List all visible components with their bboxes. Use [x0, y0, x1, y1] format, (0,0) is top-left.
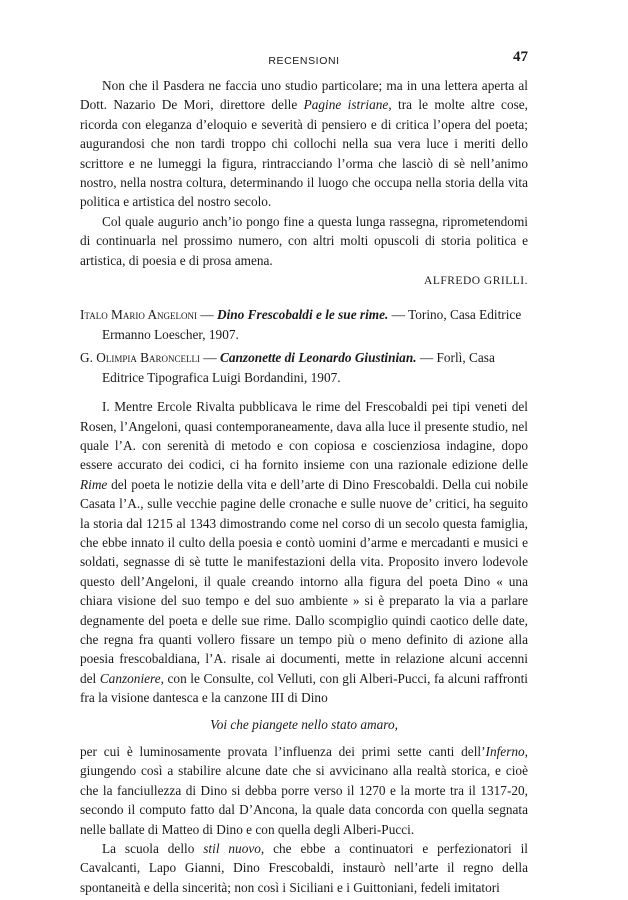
page-number: 47 — [513, 49, 528, 65]
page-header — [80, 48, 528, 70]
review2-paragraph-1: I. Mentre Ercole Rivalta pubblicava le rime del Frescobaldi pei tipi veneti del Rosen, l’Angeloni, quasi contemporaneamente, dava alla luce il presente studio, nel quale l’A. con serenità di metodo e con copiosa e coscienziosa indagine, dopo essere accurato dei codici, ci ha fornito insieme con una razionale edizione delle Rime del poeta le notizie della vita e dell’arte di Dino Frescobaldi. Della cui nobile Casata l’A., sulle vecchie pagine delle cronache e sulle nuove de’ critici, ha seguito la storia dal 1215 al 1343 dimostrando come nel corso di un secolo questa famiglia, che ebbe innato il culto della poesia e contò uomini d’arme e mercadanti e musici e soldati, segnasse di sè tutte le manifestazioni della vita. Proposito invero lodevole questo dell’Angeloni, il quale creando intorno alla figura del poeta Dino « una chiara visione del suo tempo e del suo ambiente » si è preparato la via a parlare degnamente del poeta e delle sue rime. Dallo scompiglio quindi caotico delle date, che regna fra quanti vollero fissare un tempo più o meno definito di azione alla poesia frescobaldiana, l’A. risale ai documenti, mette in relazione alcuni accenni del Canzoniere, con le Consulte, col Velluti, con gli Alberi-Pucci, fa alcuni raffronti fra la visione dantesca e la canzone III di Dino — [80, 399, 528, 706]
review1-signature: ALFREDO GRILLI. — [424, 275, 528, 288]
bibliographic-entry: Italo Mario Angeloni — Dino Frescobaldi e le sue rime. — Torino, Casa Editrice Ermanno Loescher, 1907. — [80, 307, 522, 342]
review1-paragraph-2: Col quale augurio anch’io pongo fine a questa lunga rassegna, riprometendomi di continuarla nel prossimo numero, con altri molti opuscoli di storia politica e artistica, di poesia e di prosa amena. — [80, 213, 528, 268]
review2-body — [80, 397, 528, 897]
journal-title: Pagine istriane — [303, 97, 389, 113]
document-page — [80, 48, 528, 897]
review2-paragraph-2: per cui è luminosamente provata l’influenza dei primi sette canti dell’Inferno, giungendo così a stabilire alcune date che si avvicinano alla realtà storica, e cioè che la fanciullezza di Dino si debba porre verso il 1270 e la morte tra il 1317-20, secondo il computo fatto dal D’Ancona, la quale data concorda con quella segnata nelle ballate di Matteo di Dino e con quella degli Alberi-Pucci. — [80, 744, 528, 837]
running-head: RECENSIONI — [268, 55, 340, 67]
bibliographic-entry: G. Olimpia Baroncelli — Canzonette di Leonardo Giustinian. — Forlì, Casa Editrice Tipografica Luigi Bordandini, 1907. — [80, 350, 495, 385]
review2-paragraph-3: La scuola dello stil nuovo, che ebbe a continuatori e perfezionatori il Cavalcanti, Lapo Gianni, Dino Frescobaldi, instaurò nell’arte il regno della spontaneità e della sincerità; non così i Siciliani e i Guittoniani, fedeli imitatori — [80, 841, 528, 895]
review1-paragraph-1: Non che il Pasdera ne faccia uno studio particolare; ma in una lettera aperta al Dott. Nazario De Mori, direttore delle Pagine istriane, tra le molte altre cose, ricorda con eleganza d’eloquio e severità di pensiero e di critica l’opera del poeta; augurandosi che non tardi troppo chi collochi nella sua vera luce i meriti dello scrittore e ne lumeggi la figura, rintracciando l’orma che lasciò di sè nell’animo nostro, nella nostra coltura, determinando il luogo che occupa nella storia della vita politica e artistica del nostro secolo. — [80, 78, 529, 210]
quoted-verse: Voi che piangete nello stato amaro, — [210, 716, 398, 732]
